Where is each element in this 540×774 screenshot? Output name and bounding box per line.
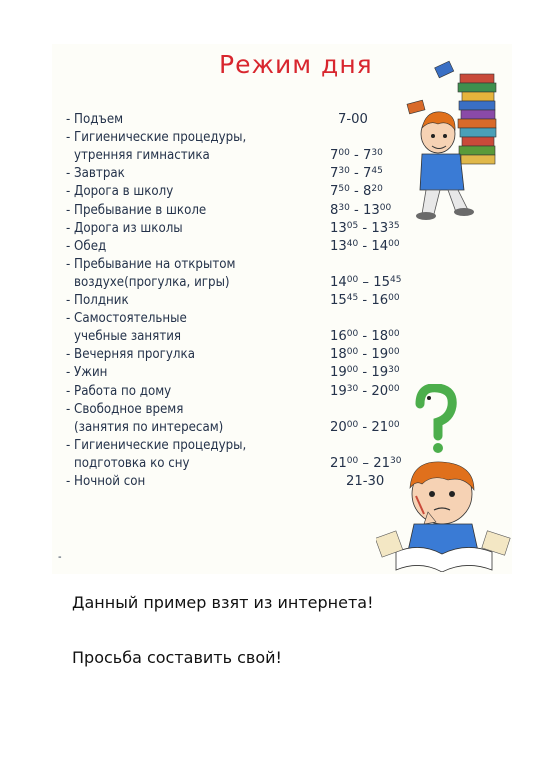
poster-title: Режим дня bbox=[219, 50, 373, 79]
schedule-item-label: - Самостоятельные bbox=[66, 311, 187, 327]
schedule-item-label: (занятия по интересам) bbox=[74, 419, 224, 435]
schedule-item-label: - Вечерняя прогулка bbox=[66, 347, 195, 363]
schedule-poster bbox=[52, 44, 512, 574]
schedule-item-time: $7^{00} - 7^{30}$ bbox=[330, 148, 383, 164]
schedule-item-label: - Свободное время bbox=[66, 401, 184, 417]
schedule-item-label: - Дорога в школу bbox=[66, 184, 174, 200]
schedule-item-time: $20^{00} - 21^{00}$ bbox=[330, 419, 400, 435]
schedule-item-label: - Подъем bbox=[66, 112, 124, 127]
boy-with-books-illustration bbox=[400, 54, 512, 222]
book-stack-icon bbox=[407, 61, 496, 164]
thinking-boy-illustration bbox=[376, 384, 512, 572]
note-request: Просьба составить свой! bbox=[72, 648, 282, 667]
schedule-item-label: - Пребывание на открытом bbox=[66, 256, 236, 272]
schedule-item-label: - Пребывание в школе bbox=[66, 202, 207, 218]
schedule-item-label: - Полдник bbox=[66, 293, 129, 308]
question-mark-icon bbox=[420, 388, 452, 453]
schedule-item-label: воздухе(прогулка, игры) bbox=[74, 274, 230, 290]
note-source: Данный пример взят из интернета! bbox=[72, 593, 374, 612]
schedule-item-time: $15^{45} - 16^{00}$ bbox=[330, 293, 400, 308]
schedule-item-time: $18^{00} - 19^{00}$ bbox=[330, 347, 400, 363]
schedule-item-label: учебные занятия bbox=[74, 329, 182, 345]
schedule-item-time: $7^{30} - 7^{45}$ bbox=[330, 166, 383, 182]
schedule-item-label: - Работа по дому bbox=[66, 383, 172, 399]
schedule-item-label: - Ночной сон bbox=[66, 474, 146, 489]
schedule-item-time: $21^{00} - 21^{30}$ bbox=[330, 455, 402, 471]
schedule-item-label: - Обед bbox=[66, 238, 107, 254]
schedule-item-time: $19^{30} - 20^{00}$ bbox=[330, 383, 400, 399]
schedule-item-label: - Завтрак bbox=[66, 166, 125, 182]
schedule-item-label: утренняя гимнастика bbox=[74, 148, 210, 164]
schedule-item-label: - Гигиенические процедуры, bbox=[66, 130, 247, 146]
schedule-item-time: $16^{00} - 18^{00}$ bbox=[330, 329, 400, 345]
schedule-item-time: $7^{50} - 8^{20}$ bbox=[330, 184, 383, 200]
schedule-item-time: $19^{00} - 19^{30}$ bbox=[330, 365, 400, 381]
schedule-item-time: $14^{00} - 15^{45}$ bbox=[330, 274, 402, 290]
schedule-item-time: 7-00 bbox=[338, 112, 368, 127]
schedule-item-time: $8^{30} - 13^{00}$ bbox=[330, 202, 392, 218]
schedule-item-label: - Дорога из школы bbox=[66, 220, 183, 236]
schedule-item-time: $13^{40} - 14^{00}$ bbox=[330, 238, 400, 254]
stray-dot: - bbox=[58, 550, 62, 563]
schedule-item-label: - Ужин bbox=[66, 365, 108, 381]
schedule-item-label: подготовка ко сну bbox=[74, 455, 190, 471]
schedule-item-time: $13^{05} - 13^{35}$ bbox=[330, 220, 400, 236]
schedule-item-time: 21-30 bbox=[346, 474, 385, 489]
schedule-item-label: - Гигиенические процедуры, bbox=[66, 437, 247, 453]
